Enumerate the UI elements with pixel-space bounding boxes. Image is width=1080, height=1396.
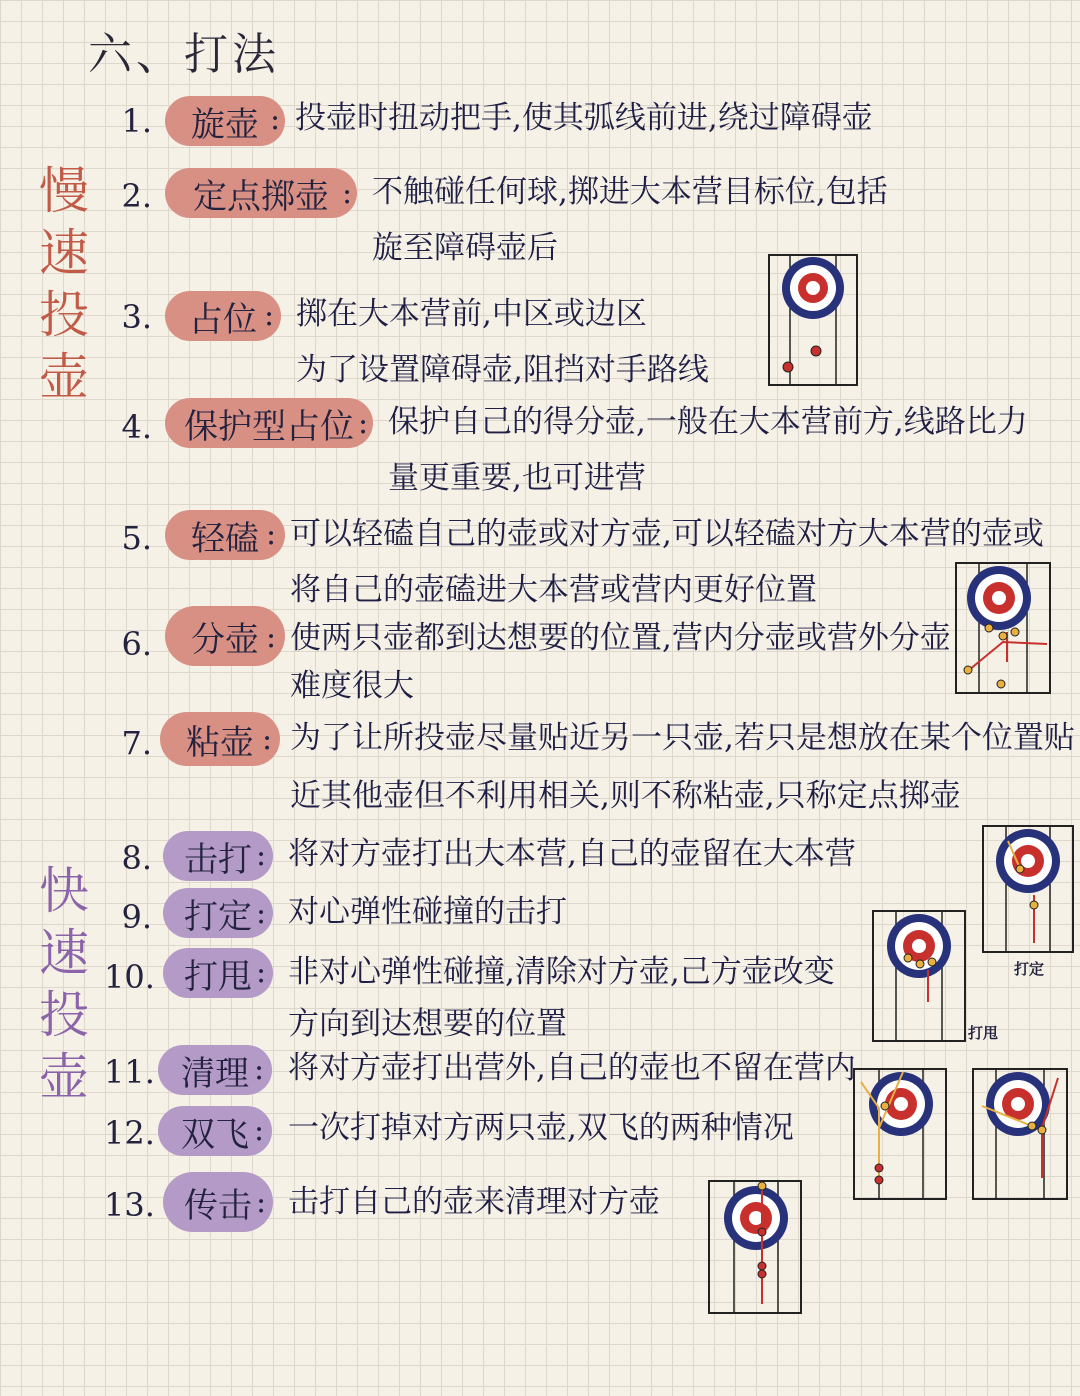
- item-number: 8.: [121, 839, 152, 877]
- term-tag: 清理: [158, 1045, 272, 1095]
- term-tag: 双飞: [158, 1106, 272, 1156]
- item-desc: 将对方壶打出大本营,自己的壶留在大本营: [288, 836, 856, 872]
- item-desc: 可以轻磕自己的壶或对方壶,可以轻磕对方大本营的壶或: [290, 516, 1044, 552]
- split-diagram: [955, 562, 1051, 694]
- term-tag: 分壶: [165, 606, 285, 666]
- item-desc: 为了设置障碍壶,阻挡对手路线: [296, 352, 709, 388]
- item-number: 12.: [104, 1114, 155, 1152]
- colon: :: [256, 838, 267, 873]
- item-desc: 对心弹性碰撞的击打: [288, 894, 567, 930]
- term-tag: 打定: [163, 888, 273, 938]
- item-number: 11.: [104, 1053, 155, 1091]
- item-number: 7.: [121, 724, 152, 762]
- term-tag: 击打: [163, 831, 273, 881]
- term-tag: 旋壶: [165, 96, 285, 146]
- item-desc: 近其他壶但不利用相关,则不称粘壶,只称定点掷壶: [290, 778, 961, 814]
- item-desc: 掷在大本营前,中区或边区: [296, 296, 647, 332]
- double-takeout-diagram: [972, 1068, 1068, 1200]
- item-number: 13.: [104, 1186, 155, 1224]
- term-tag: 占位: [165, 291, 281, 341]
- item-number: 1.: [121, 102, 152, 140]
- term-tag: 传击: [163, 1172, 273, 1232]
- item-desc: 为了让所投壶尽量贴近另一只壶,若只是想放在某个位置贴: [290, 720, 1075, 756]
- item-desc: 难度很大: [290, 668, 414, 704]
- item-number: 3.: [121, 298, 152, 336]
- colon: :: [256, 955, 267, 990]
- item-desc: 旋至障碍壶后: [372, 230, 558, 266]
- page-title: 六、打法: [88, 29, 280, 80]
- term-tag: 保护型占位: [165, 398, 373, 448]
- takeout-diagram: [982, 825, 1074, 953]
- term-tag: 定点掷壶: [165, 168, 357, 218]
- item-desc: 将自己的壶磕进大本营或营内更好位置: [290, 572, 817, 608]
- item-number: 4.: [121, 408, 152, 446]
- colon: :: [254, 1052, 265, 1087]
- colon: :: [262, 722, 273, 757]
- item-desc: 一次打掉对方两只壶,双飞的两种情况: [288, 1110, 794, 1146]
- colon: :: [256, 896, 267, 931]
- item-desc: 击打自己的壶来清理对方壶: [288, 1184, 660, 1220]
- diagram-caption: 打甩: [968, 1024, 999, 1042]
- term-tag: 粘壶: [160, 712, 280, 766]
- item-number: 6.: [121, 625, 152, 663]
- item-desc: 将对方壶打出营外,自己的壶也不留在营内: [288, 1050, 856, 1086]
- item-number: 2.: [121, 177, 152, 215]
- item-desc: 方向到达想要的位置: [288, 1006, 567, 1042]
- colon: :: [266, 620, 277, 655]
- colon: :: [270, 102, 281, 137]
- colon: :: [256, 1185, 267, 1220]
- colon: :: [254, 1113, 265, 1148]
- item-desc: 保护自己的得分壶,一般在大本营前方,线路比力: [388, 404, 1028, 440]
- section-label-slow: 慢 速 投 壶: [39, 162, 89, 406]
- colon: :: [342, 176, 353, 211]
- item-desc: 投壶时扭动把手,使其弧线前进,绕过障碍壶: [295, 100, 873, 136]
- item-desc: 量更重要,也可进营: [388, 460, 646, 496]
- item-number: 9.: [121, 898, 152, 936]
- colon: :: [264, 298, 275, 333]
- item-number: 10.: [104, 958, 155, 996]
- colon: :: [358, 406, 369, 441]
- hit-roll-diagram: [872, 910, 966, 1042]
- peel-diagram: [853, 1068, 947, 1200]
- section-label-fast: 快 速 投 壶: [39, 862, 89, 1106]
- term-tag: 打甩: [163, 948, 273, 998]
- colon: :: [266, 517, 277, 552]
- diagram-caption: 打定: [1014, 960, 1045, 978]
- item-desc: 非对心弹性碰撞,清除对方壶,己方壶改变: [288, 954, 835, 990]
- term-tag: 轻磕: [165, 510, 285, 560]
- raise-takeout-diagram: [708, 1180, 802, 1314]
- item-number: 5.: [121, 519, 152, 557]
- item-desc: 不触碰任何球,掷进大本营目标位,包括: [372, 174, 888, 210]
- item-desc: 使两只壶都到达想要的位置,营内分壶或营外分壶: [290, 620, 951, 656]
- curling-house-diagram: [768, 254, 858, 386]
